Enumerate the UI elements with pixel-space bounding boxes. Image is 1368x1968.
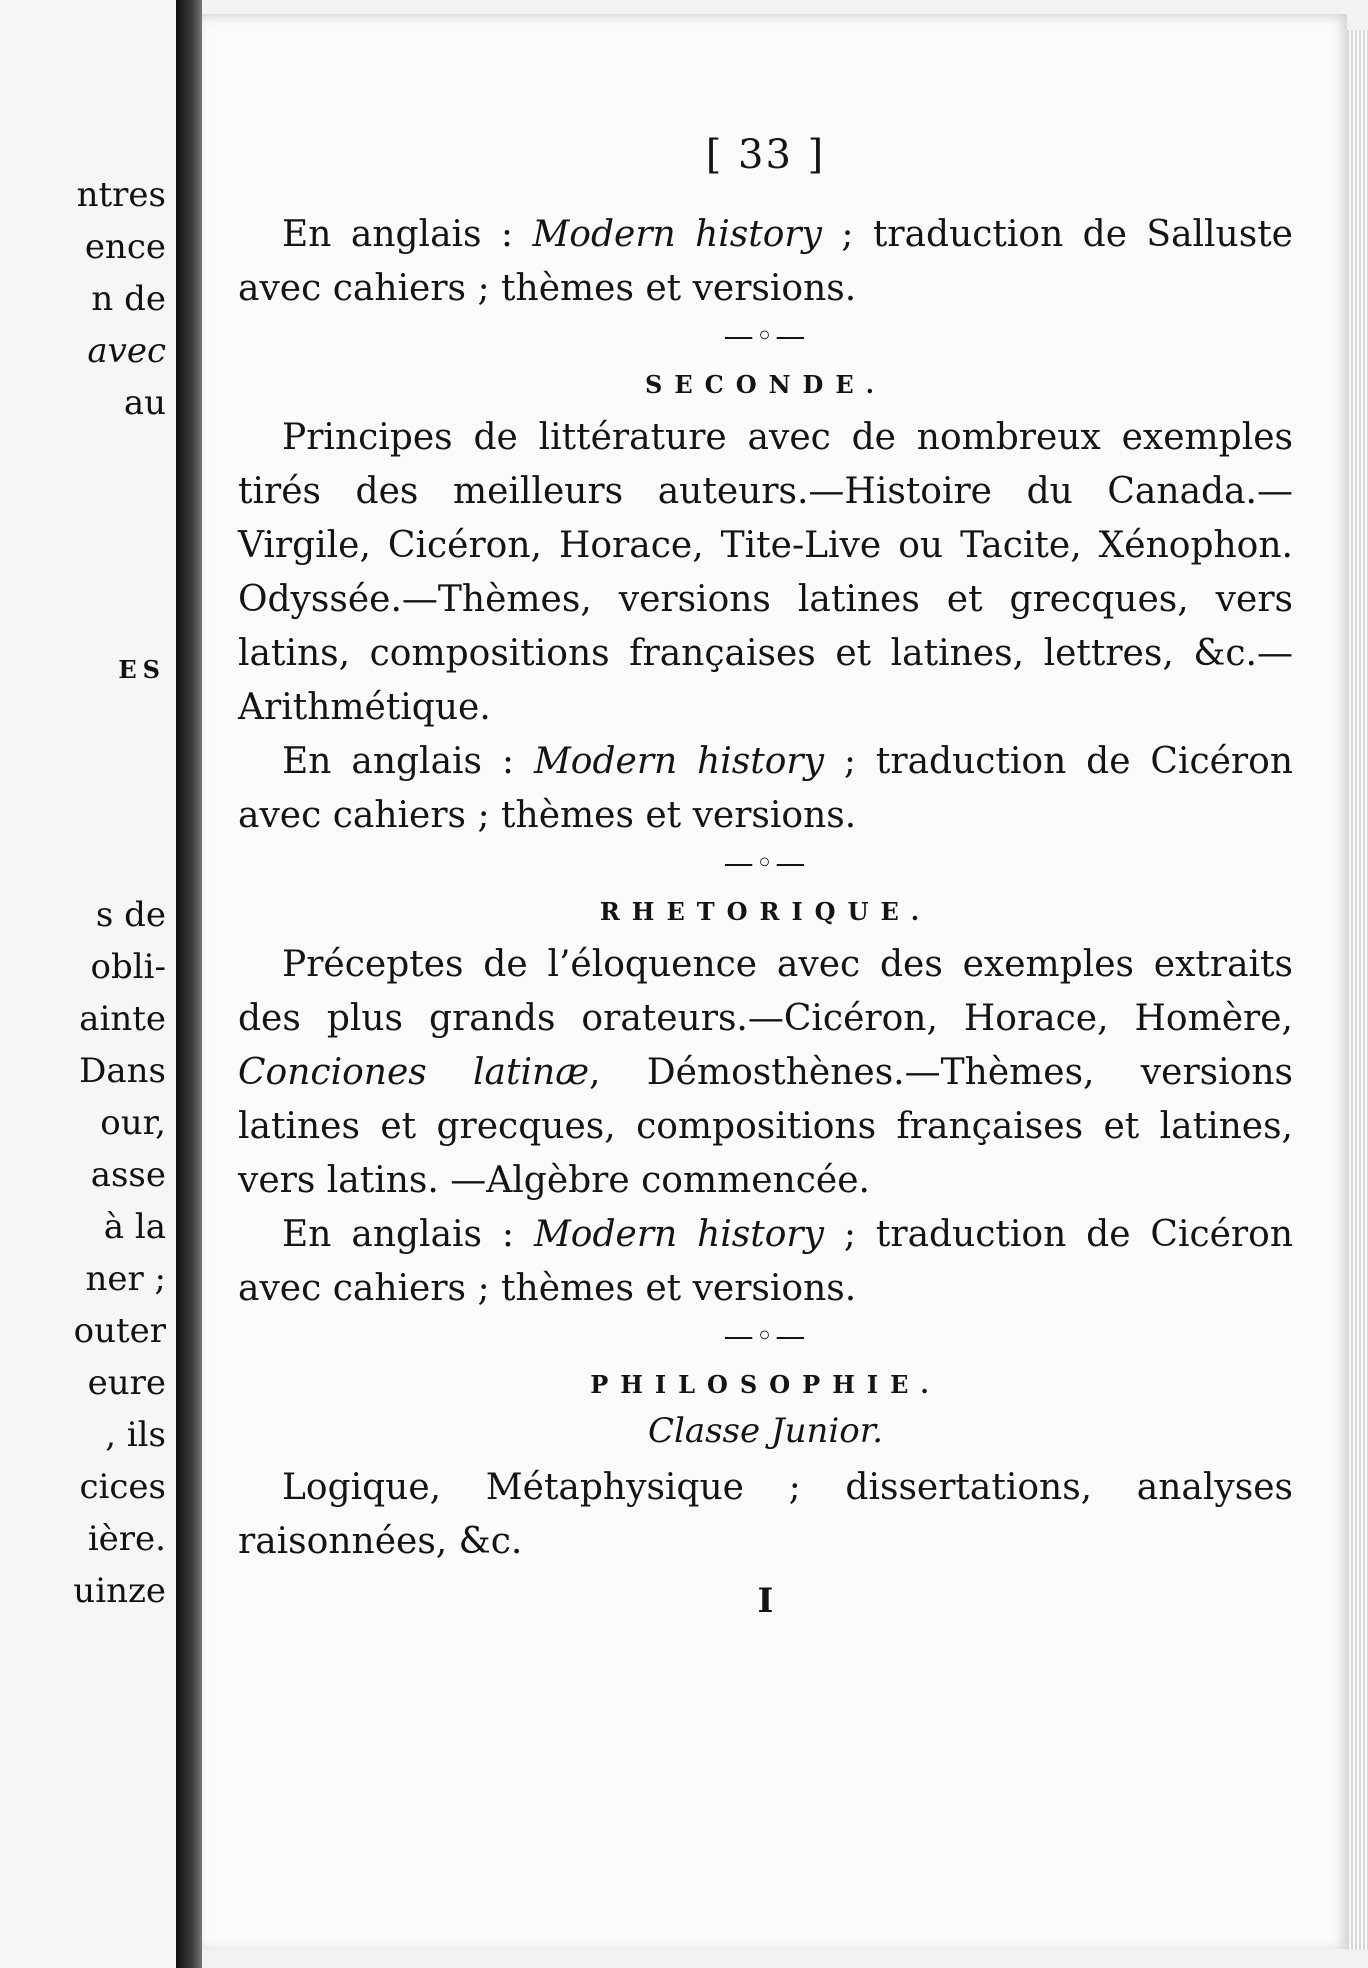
section-body-seconde: Principes de littérature avec de nombreux exemples tirés des meilleurs auteurs.—Histoire du Canada.—Virgile, Cicéron, Horace, Tite-Live ou Tacite, Xénophon. Odyssée.—Thèmes, versions latines et grecques, vers latins, compositions françaises et latines, lettres, &c.—Arithmétique. (238, 417, 1293, 728)
english-title: Modern history (533, 1214, 824, 1255)
section-body-rhetorique (238, 938, 1293, 1208)
left-page-fragment: ainte (79, 999, 166, 1039)
body-text: , Démosthènes.—Thèmes, versions latines et grecques, compositions françaises et latines, vers latins. —Algèbre commencée. (238, 1052, 1293, 1201)
english-rest: ; traduction de Salluste avec cahiers ; thèmes et versions. (238, 214, 1293, 309)
left-page-fragment: ence (84, 227, 166, 267)
english-prefix: En anglais : (282, 741, 534, 782)
left-page-fragment: asse (90, 1155, 166, 1195)
page-text (238, 132, 1293, 1621)
left-page-fragment: n de (91, 279, 166, 319)
body-text: Préceptes de l’éloquence avec des exemples extraits des plus grands orateurs.—Cicéron, Horace, Homère, (238, 944, 1293, 1039)
english-rest: ; traduction de Cicéron avec cahiers ; thèmes et versions. (238, 741, 1293, 836)
ornament-divider: —◦— (723, 1319, 808, 1354)
left-page-fragment: Dans (79, 1051, 166, 1091)
left-page-fragment: our, (100, 1103, 166, 1143)
left-page-fragment: obli- (90, 947, 166, 987)
section-body-philosophie: Logique, Métaphysique ; dissertations, analyses raisonnées, &c. (238, 1467, 1293, 1562)
signature-mark: I (757, 1581, 774, 1621)
ornament-divider: —◦— (723, 319, 808, 354)
left-page-fragment: ner ; (85, 1259, 166, 1299)
english-prefix: En anglais : (282, 214, 533, 255)
english-prefix: En anglais : (282, 1214, 534, 1255)
left-page-fragment: ntres (76, 175, 166, 215)
left-page-fragment: avec (87, 331, 166, 371)
section-heading-seconde: SECONDE. (644, 370, 887, 399)
section-subheading-classe-junior: Classe Junior. (647, 1411, 884, 1451)
page-number: [ 33 ] (705, 132, 826, 178)
section-english-seconde (238, 735, 1293, 843)
page-edge (1347, 30, 1368, 1950)
left-page-fragment: eure (87, 1363, 166, 1403)
right-page (202, 14, 1347, 1949)
left-page-fragment: au (123, 383, 166, 423)
section-english-rhetorique (238, 1208, 1293, 1316)
english-title: Modern history (532, 214, 822, 255)
english-title: Modern history (533, 741, 824, 782)
left-page-fragment: à la (103, 1207, 166, 1247)
left-page-fragment: , ils (105, 1415, 166, 1455)
section-heading-philosophie: PHILOSOPHIE. (590, 1370, 941, 1399)
intro-english-paragraph (238, 208, 1293, 316)
body-italic-title: Conciones latinæ (238, 1052, 590, 1093)
ornament-divider: —◦— (723, 846, 808, 881)
left-page-fragment: ière. (87, 1519, 166, 1559)
english-rest: ; traduction de Cicéron avec cahiers ; thèmes et versions. (238, 1214, 1293, 1309)
section-heading-rhetorique: RHETORIQUE. (599, 897, 932, 926)
left-page-fragment: cices (79, 1467, 166, 1507)
left-page-fragment: ES (118, 655, 166, 684)
left-page-fragment: uinze (73, 1571, 166, 1611)
book-gutter (176, 0, 202, 1968)
left-facing-page (0, 0, 176, 1968)
left-page-fragment: s de (95, 895, 166, 935)
left-page-fragment: outer (73, 1311, 166, 1351)
